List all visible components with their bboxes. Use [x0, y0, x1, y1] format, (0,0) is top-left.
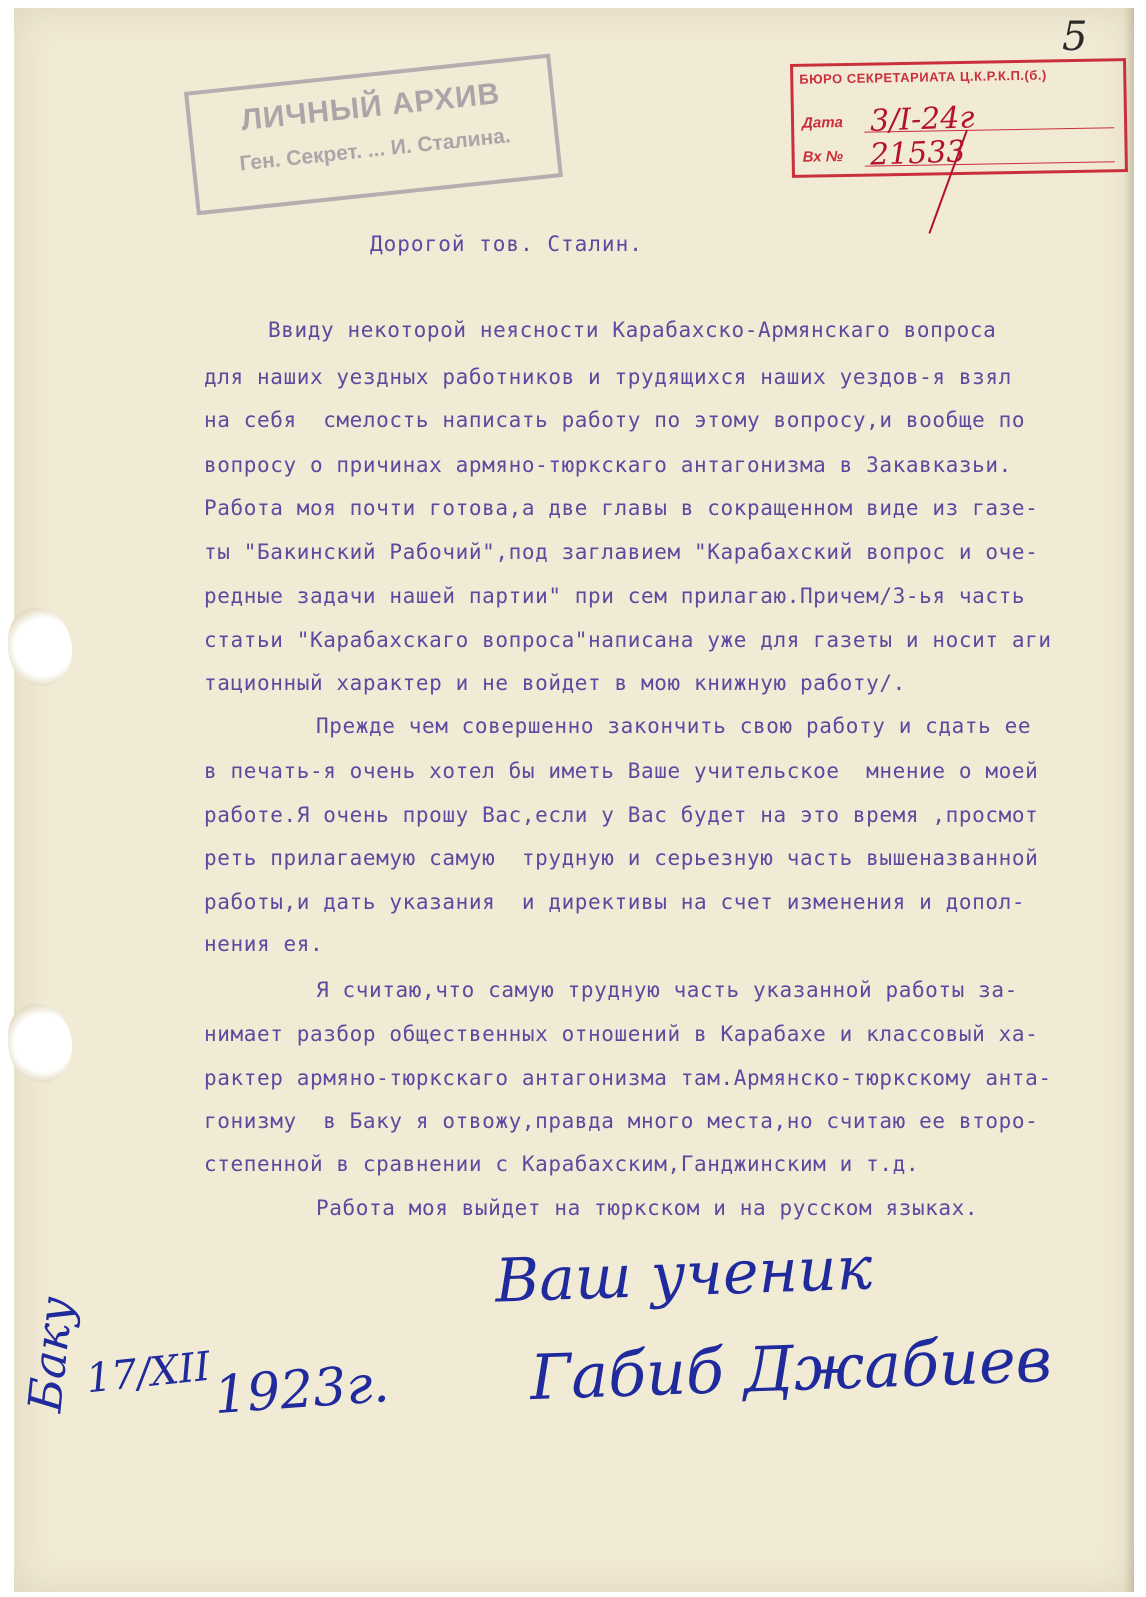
- handwritten-year: 1923г.: [212, 1353, 392, 1427]
- letter-line: работе.Я очень прошу Вас,если у Вас будет на это время ,просмот: [204, 803, 1039, 827]
- letter-line: на себя смелость написать работу по этому вопросу,и вообще по: [204, 408, 1026, 432]
- letter-line: рактер армяно-тюркскаго антагонизма там.Армянско-тюркскому анта-: [204, 1066, 1052, 1090]
- stamp-incoming-number-handwritten: 21533: [869, 134, 967, 173]
- handwritten-place: Баку: [17, 1294, 84, 1415]
- handwritten-closing: Ваш ученик: [493, 1233, 874, 1317]
- letter-line: тационный характер и не войдет в мою книжную работу/.: [204, 671, 906, 695]
- letter-line: Прежде чем совершенно закончить свою работу и сдать ее: [316, 714, 1032, 738]
- letter-line: Работа моя выйдет на тюркском и на русском языках.: [316, 1196, 979, 1220]
- bureau-stamp-title: БЮРО СЕКРЕТАРИАТА Ц.К.Р.К.П.(б.): [799, 67, 1047, 87]
- letter-line: для наших уездных работников и трудящихся наших уездов-я взял: [204, 365, 1012, 389]
- handwritten-signature: Габиб Джабиев: [528, 1322, 1053, 1415]
- bureau-stamp-date-label: Дата: [801, 114, 844, 132]
- stamp-date-handwritten: 3/I-24г: [869, 100, 976, 139]
- letter-line: Я считаю,что самую трудную часть указанной работы за-: [316, 978, 1018, 1002]
- letter-line: Ввиду некоторой неясности Карабахско-Армянскаго вопроса: [268, 318, 997, 342]
- letter-greeting: Дорогой тов. Сталин.: [370, 232, 643, 256]
- handwritten-day-month: 17/XII: [83, 1343, 213, 1403]
- page-edge-shadow: [1124, 8, 1134, 1592]
- letter-line: степенной в сравнении с Карабахским,Ганджинским и т.д.: [204, 1152, 920, 1176]
- letter-line: ты "Бакинский Рабочий",под заглавием "Карабахский вопрос и оче-: [204, 540, 1039, 564]
- archive-stamp-line1: ЛИЧНЫЙ АРХИВ: [239, 77, 502, 138]
- letter-line: вопросу о причинах армяно-тюркскаго антагонизма в Закавказьи.: [204, 453, 1012, 477]
- page-number: 5: [1062, 14, 1088, 60]
- letter-line: работы,и дать указания и директивы на счет изменения и допол-: [204, 890, 1026, 914]
- bureau-stamp-incoming-label: Вх №: [802, 148, 844, 166]
- archive-stamp-line2: Ген. Секрет. ... И. Сталина.: [238, 124, 512, 176]
- letter-line: Работа моя почти готова,а две главы в сокращенном виде из газе-: [204, 496, 1039, 520]
- letter-line: реть прилагаемую самую трудную и серьезную часть вышеназванной: [204, 846, 1039, 870]
- letter-line: в печать-я очень хотел бы иметь Ваше учительское мнение о моей: [204, 759, 1039, 783]
- letter-line: редные задачи нашей партии" при сем прилагаю.Причем/3-ья часть: [204, 584, 1026, 608]
- letter-line: статьи "Карабахскаго вопроса"написана уже для газеты и носит аги: [204, 628, 1052, 652]
- letter-line: нимает разбор общественных отношений в Карабахе и классовый ха-: [204, 1022, 1039, 1046]
- letter-line: гонизму в Баку я отвожу,правда много места,но считаю ее второ-: [204, 1109, 1039, 1133]
- letter-line: нения ея.: [204, 932, 324, 956]
